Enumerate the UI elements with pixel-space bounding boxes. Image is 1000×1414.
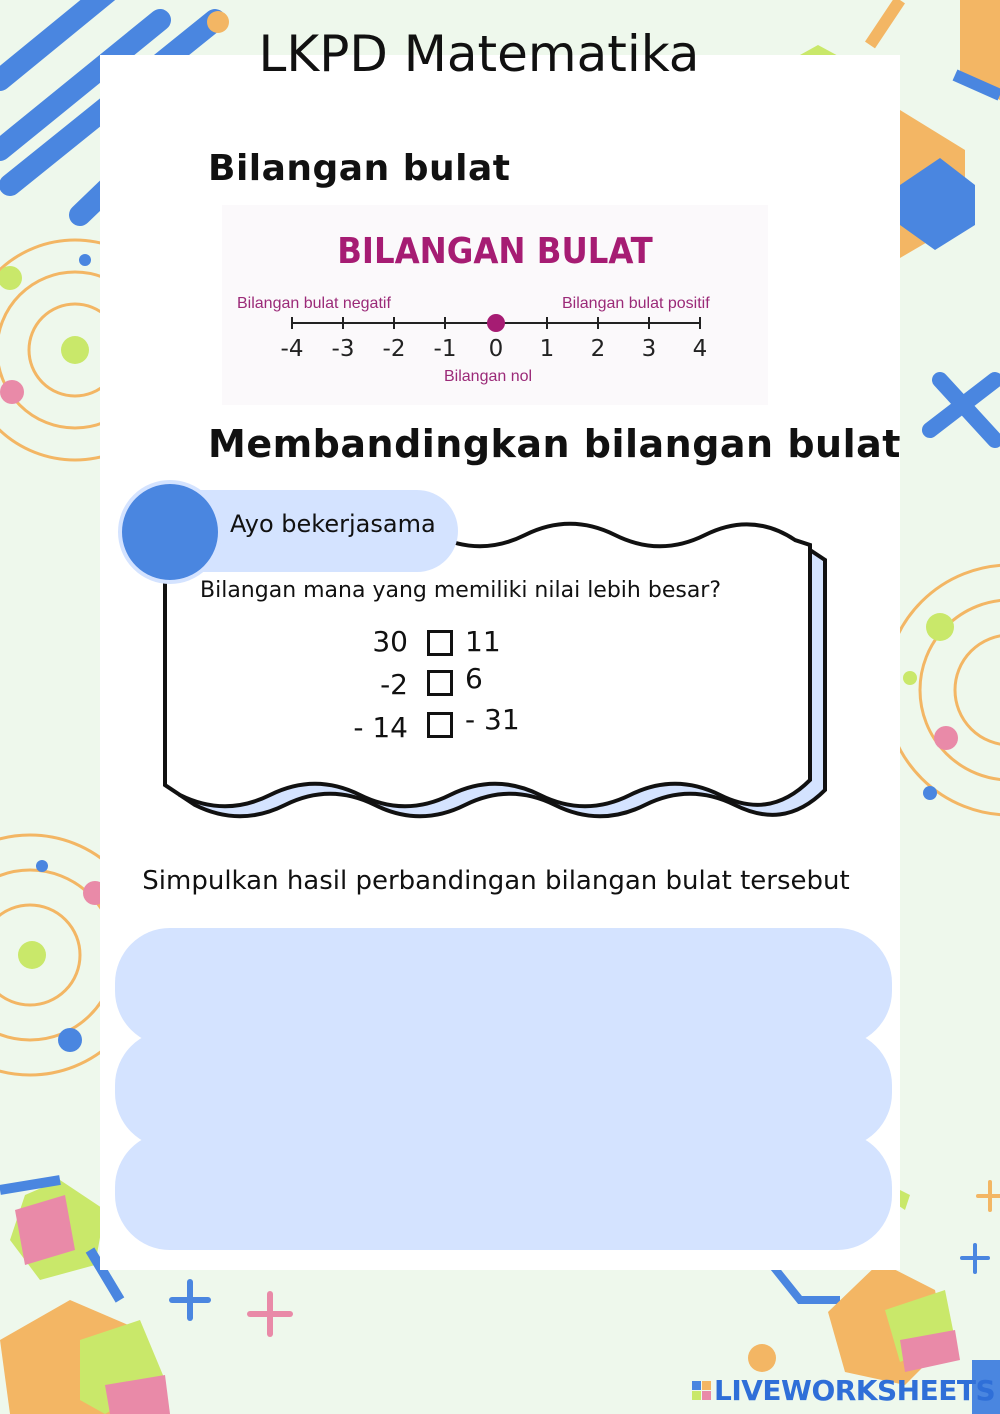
comparison-left-value: - 14 xyxy=(353,711,408,744)
number-line-tick-label: -4 xyxy=(280,336,304,362)
comparison-left-value: 30 xyxy=(372,625,408,658)
comparison-row xyxy=(330,662,550,705)
answer-field-shape xyxy=(115,928,892,1046)
number-line-tick-label: 0 xyxy=(488,336,504,362)
number-line-tick-label: -1 xyxy=(433,336,457,362)
comparison-right-value: 11 xyxy=(465,625,501,658)
comparison-answer-box[interactable] xyxy=(427,712,453,738)
positive-integers-label: Bilangan bulat positif xyxy=(562,295,710,312)
zero-label: Bilangan nol xyxy=(444,368,533,385)
negative-integers-label: Bilangan bulat negatif xyxy=(237,295,391,312)
comparison-row xyxy=(330,625,550,665)
answer-field-shape xyxy=(115,1132,892,1250)
activity-circle-icon xyxy=(118,480,222,584)
number-line-card xyxy=(222,205,768,405)
conclusion-answer-field[interactable] xyxy=(115,928,892,1250)
liveworksheets-logo-icon xyxy=(692,1381,711,1400)
liveworksheets-logo-text: LIVEWORKSHEETS xyxy=(714,1373,996,1407)
page-title: LKPD Matematika xyxy=(258,25,700,83)
number-line-title: BILANGAN BULAT xyxy=(337,231,653,272)
number-line xyxy=(222,205,768,405)
section-heading-integers: Bilangan bulat xyxy=(208,148,511,189)
zero-point-marker xyxy=(487,314,505,332)
conclusion-prompt: Simpulkan hasil perbandingan bilangan bulat tersebut xyxy=(142,866,850,896)
activity-label: Ayo bekerjasama xyxy=(230,510,436,538)
comparison-left-value: -2 xyxy=(380,668,408,701)
comparison-question: Bilangan mana yang memiliki nilai lebih besar? xyxy=(200,578,722,603)
answer-field-shape xyxy=(115,1030,892,1148)
liveworksheets-logo xyxy=(692,1373,995,1407)
number-line-tick-label: -3 xyxy=(331,336,355,362)
number-line-tick-label: 4 xyxy=(692,336,708,362)
number-line-tick-label: 1 xyxy=(539,336,555,362)
number-line-tick-label: 2 xyxy=(590,336,606,362)
comparison-row xyxy=(330,703,550,747)
number-line-tick-label: -2 xyxy=(382,336,406,362)
comparison-answer-box[interactable] xyxy=(427,630,453,656)
number-line-tick-label: 3 xyxy=(641,336,657,362)
section-heading-comparing: Membandingkan bilangan bulat xyxy=(208,422,901,466)
comparison-right-value: - 31 xyxy=(465,703,520,736)
comparison-answer-box[interactable] xyxy=(427,670,453,696)
comparison-right-value: 6 xyxy=(465,662,483,695)
